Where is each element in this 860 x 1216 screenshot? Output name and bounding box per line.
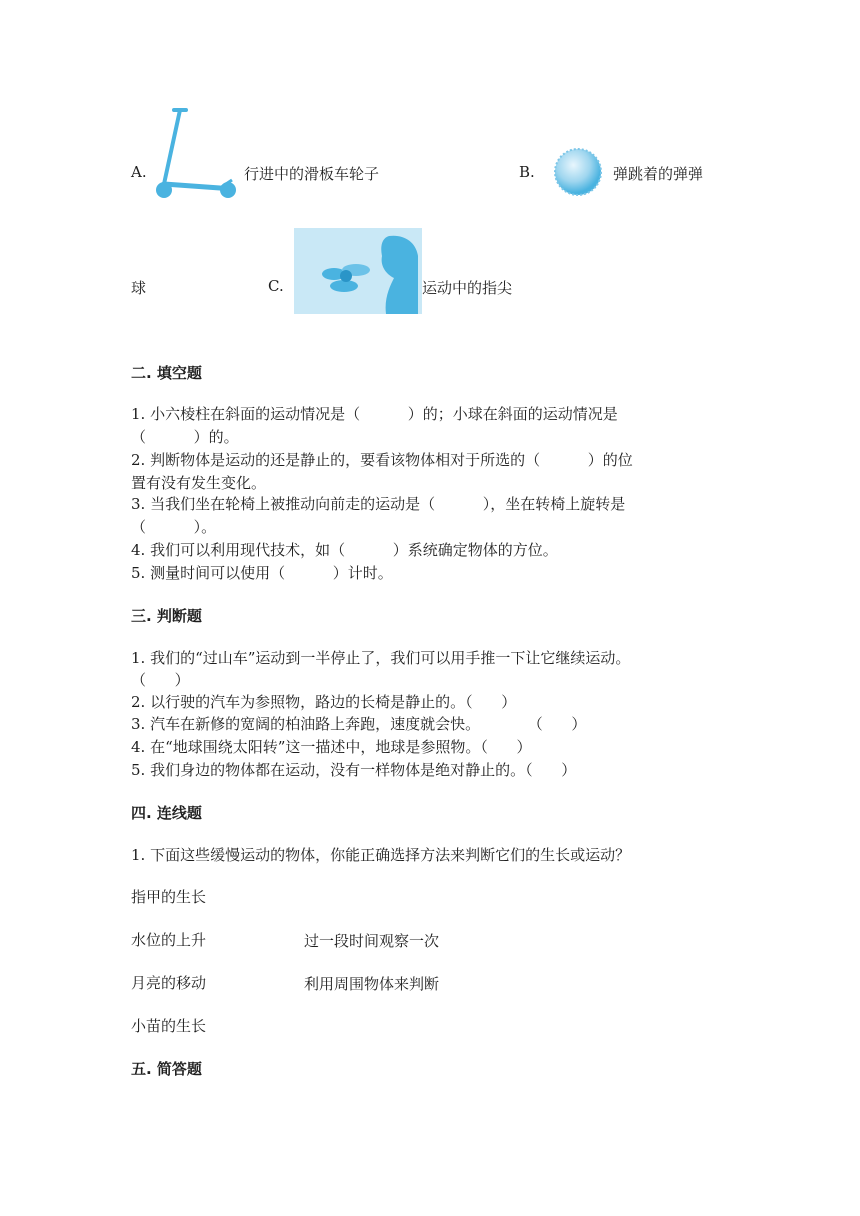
section-4-title: 四. 连线题	[131, 804, 202, 822]
fill-blank-line: 1. 小六棱柱在斜面的运动情况是（ ）的；小球在斜面的运动情况是	[131, 405, 618, 423]
option-c-text: 运动中的指尖	[422, 279, 513, 297]
matching-question: 1. 下面这些缓慢运动的物体，你能正确选择方法来判断它们的生长或运动？	[131, 846, 631, 864]
option-a-letter: A.	[131, 163, 147, 181]
fill-blank-line: 2. 判断物体是运动的还是静止的，要看该物体相对于所选的（ ）的位	[131, 451, 633, 469]
section-2-title: 二. 填空题	[131, 364, 202, 382]
fill-blank-line: 置有没有发生变化。	[131, 474, 267, 492]
true-false-line: 4. 在“地球围绕太阳转”这一描述中，地球是参照物。（ ）	[131, 738, 532, 756]
fidget-spinner-picture	[294, 228, 422, 314]
fill-blank-line: 5. 测量时间可以使用（ ）计时。	[131, 564, 393, 582]
matching-left-item: 小苗的生长	[131, 1017, 207, 1035]
matching-left-item: 月亮的移动	[131, 974, 207, 992]
matching-right-item: 利用周围物体来判断	[304, 975, 440, 993]
option-c-letter: C.	[268, 277, 284, 295]
true-false-line: 3. 汽车在新修的宽阔的柏油路上奔跑，速度就会快。 （ ）	[131, 715, 587, 733]
matching-left-item: 水位的上升	[131, 931, 207, 949]
true-false-line: 2. 以行驶的汽车为参照物，路边的长椅是静止的。（ ）	[131, 693, 517, 711]
section-3-title: 三. 判断题	[131, 607, 202, 625]
fill-blank-line: （ ）。	[131, 518, 217, 536]
bouncy-ball-picture	[553, 147, 603, 197]
true-false-line: 1. 我们的“过山车”运动到一半停止了，我们可以用手推一下让它继续运动。	[131, 649, 631, 667]
section-5-title: 五. 简答题	[131, 1060, 202, 1078]
option-b-text-continued: 球	[131, 279, 147, 297]
scooter-picture	[150, 104, 242, 204]
option-a-text: 行进中的滑板车轮子	[244, 165, 380, 183]
option-b-text: 弹跳着的弹弹	[613, 165, 704, 183]
option-b-letter: B.	[519, 163, 535, 181]
matching-right-item: 过一段时间观察一次	[304, 932, 440, 950]
true-false-line: （ ）	[131, 671, 190, 689]
true-false-line: 5. 我们身边的物体都在运动，没有一样物体是绝对静止的。（ ）	[131, 761, 577, 779]
fill-blank-line: 3. 当我们坐在轮椅上被推动向前走的运动是（ ），坐在转椅上旋转是	[131, 495, 626, 513]
fill-blank-line: （ ）的。	[131, 428, 239, 446]
matching-left-item: 指甲的生长	[131, 888, 207, 906]
fill-blank-line: 4. 我们可以利用现代技术，如（ ）系统确定物体的方位。	[131, 541, 558, 559]
